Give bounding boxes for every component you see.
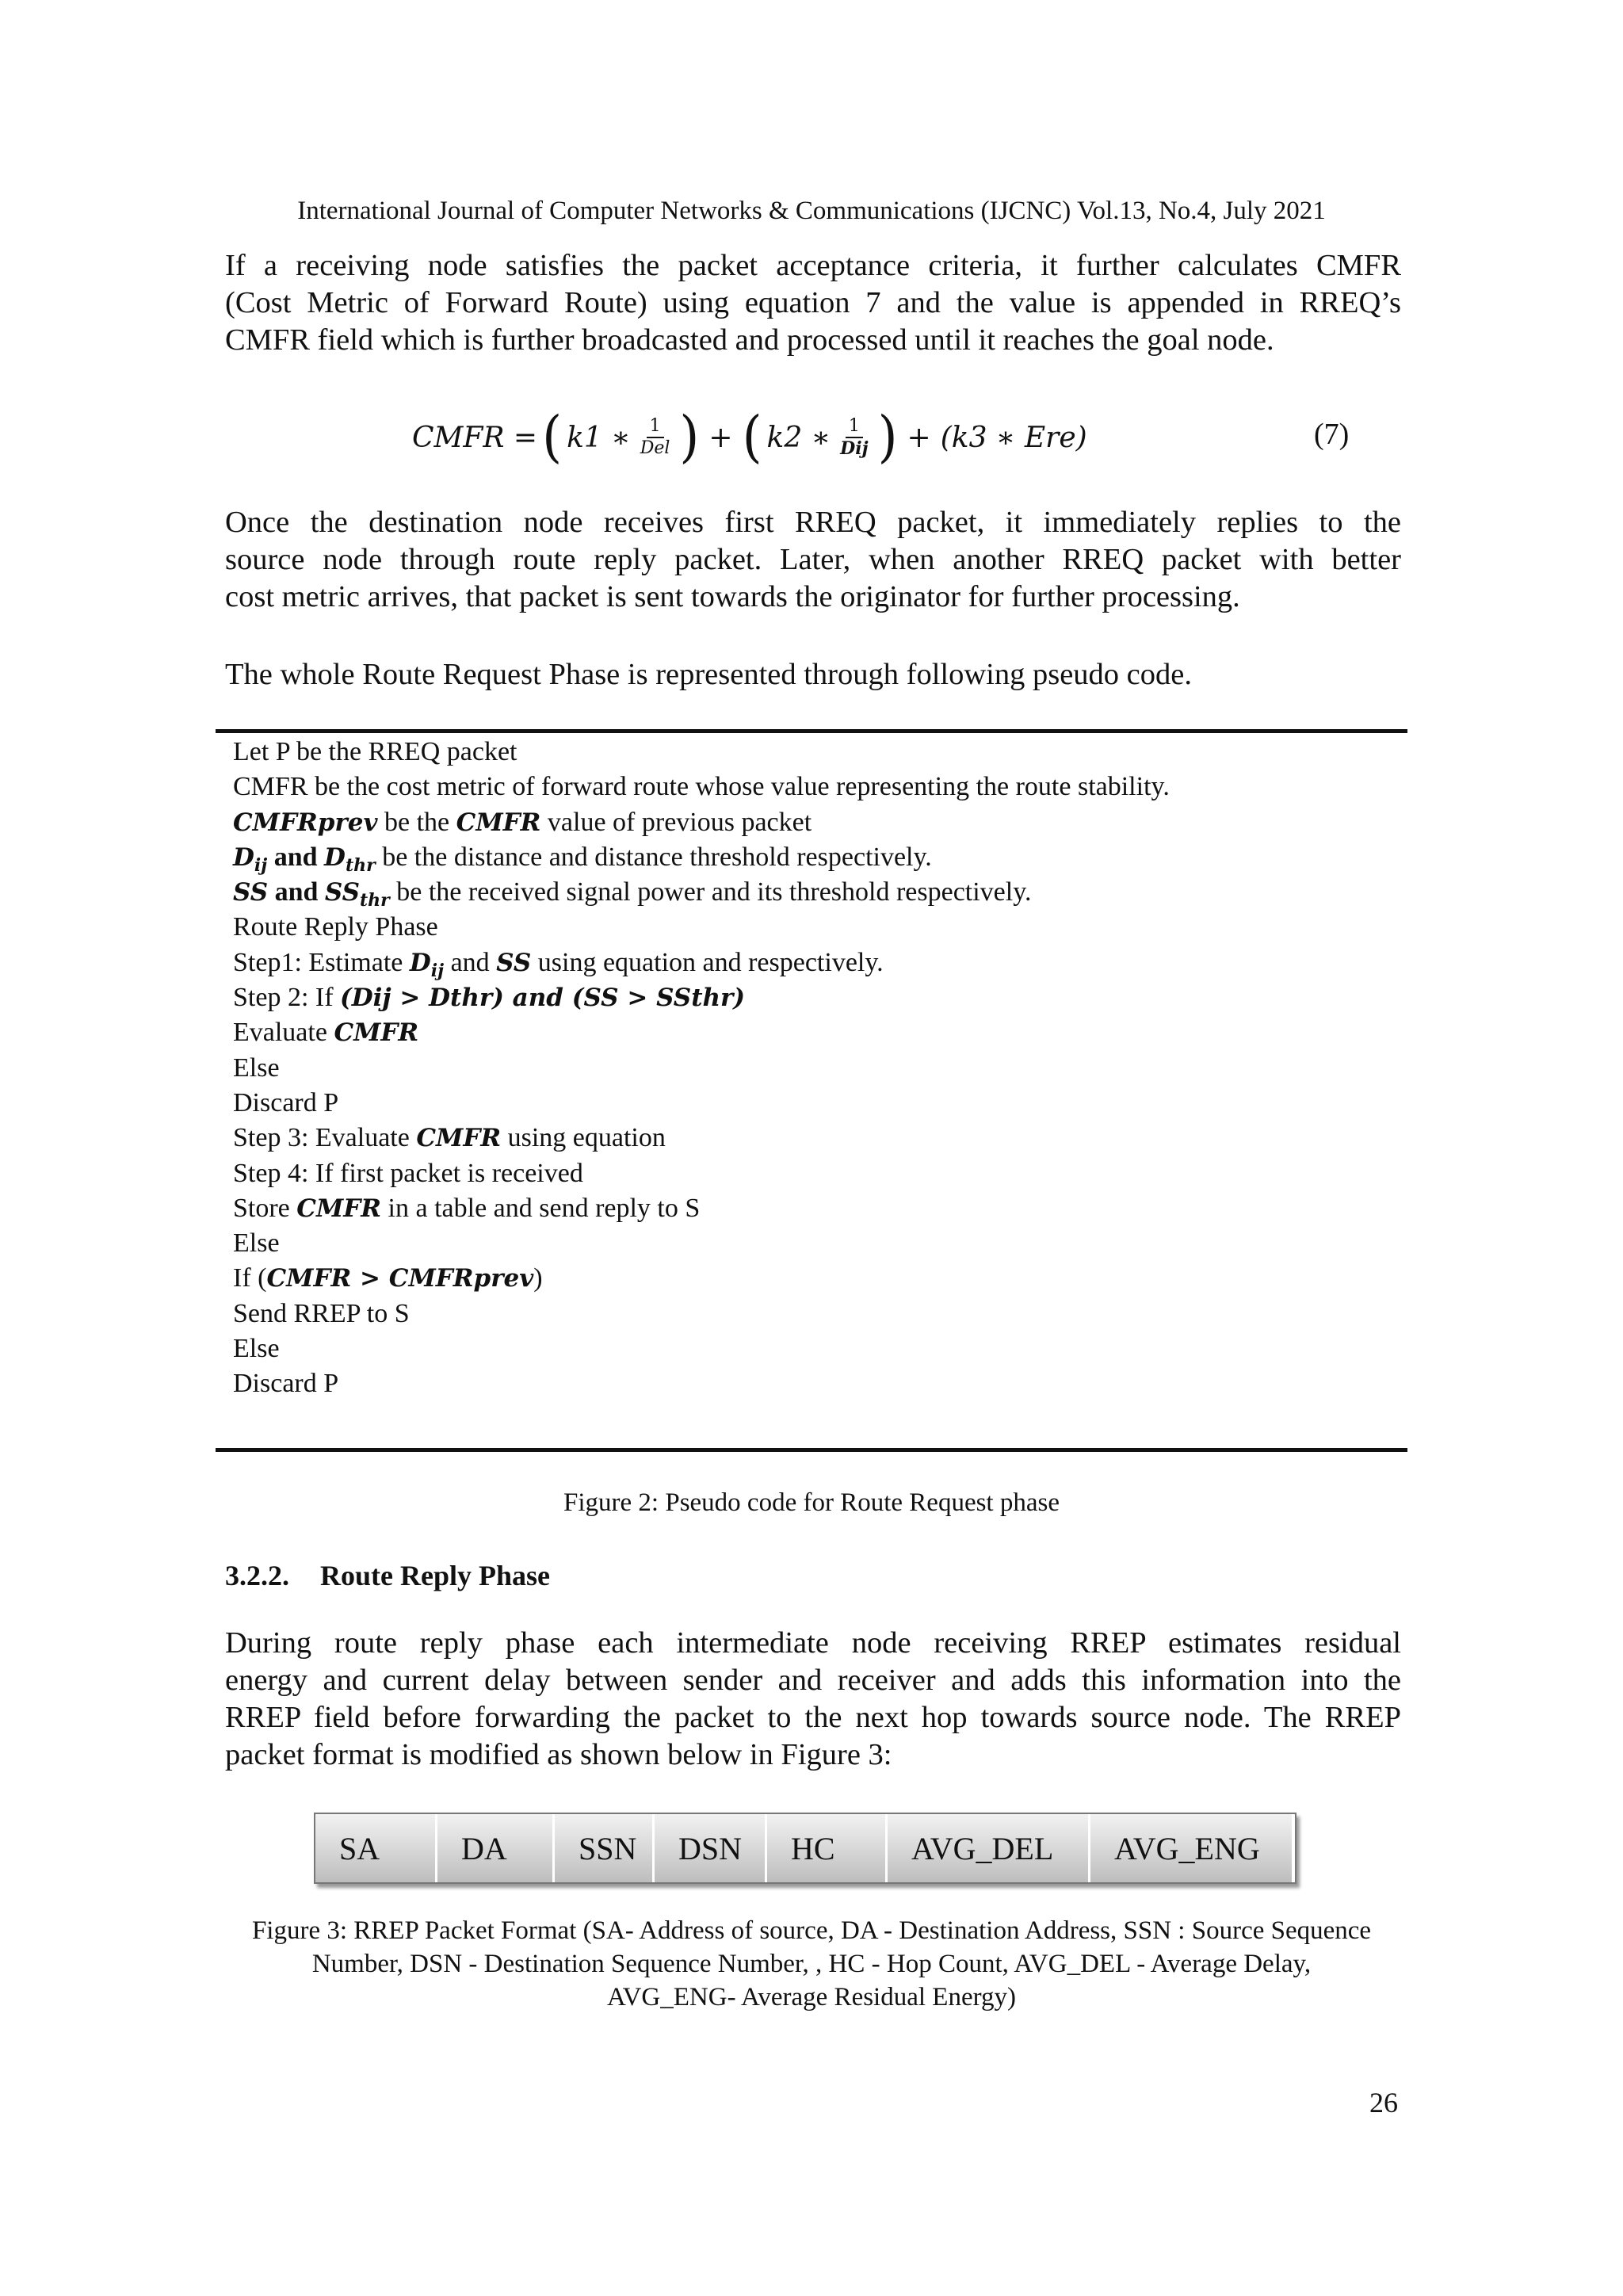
- code-text: Store: [233, 1193, 297, 1223]
- packet-field-avg-eng: AVG_ENG: [1090, 1814, 1292, 1882]
- code-line: Discard P: [233, 1369, 339, 1399]
- code-text: Step 2: If: [233, 983, 341, 1013]
- top-rule: [216, 729, 1407, 733]
- code-text: be the distance and distance threshold respectively.: [375, 842, 932, 872]
- text-line: Once the destination node receives first RREQ packet, it immediately replies to the: [225, 506, 1401, 539]
- text-line: RREP field before forwarding the packet to the next hop towards source node. The RREP: [225, 1701, 1401, 1734]
- symbol: SS: [324, 878, 361, 907]
- condition-expression: (Dij > Dthr) and (SS > SSthr): [340, 984, 746, 1013]
- section-heading: [225, 1559, 550, 1592]
- pseudocode-block: [233, 735, 1382, 1402]
- fraction-dij: [837, 416, 871, 459]
- code-text: be the: [377, 807, 456, 837]
- code-line: [233, 980, 1382, 1015]
- symbol: SS: [496, 948, 532, 977]
- code-line: Step 4: If first packet is received: [233, 1158, 583, 1188]
- code-text: and: [268, 877, 325, 907]
- symbol: D: [324, 842, 346, 872]
- symbol: D: [409, 948, 431, 977]
- packet-field-dsn: DSN: [655, 1814, 767, 1882]
- code-text: Step1: Estimate: [233, 947, 410, 977]
- term1-coeff: k1 ∗: [567, 421, 631, 454]
- figure-2-caption: Figure 2: Pseudo code for Route Request phase: [563, 1488, 1060, 1517]
- text-line: energy and current delay between sender and receiver and adds this information into the: [225, 1664, 1401, 1697]
- plus-sign: +: [907, 421, 931, 454]
- code-line: [233, 805, 1382, 840]
- term3: (k3 ∗ Ere): [940, 421, 1087, 454]
- caption-line: Number, DSN - Destination Sequence Number, , HC - Hop Count, AVG_DEL - Average Delay,: [311, 1950, 1312, 1978]
- journal-header: International Journal of Computer Networks & Communications (IJCNC) Vol.13, No.4, July 2021: [297, 197, 1326, 225]
- section-number: 3.2.2.: [225, 1560, 289, 1591]
- code-line: [233, 1015, 1382, 1050]
- code-text: in a table and send reply to S: [381, 1193, 701, 1223]
- paren-close: ): [679, 405, 700, 470]
- code-line: CMFR be the cost metric of forward route whose value representing the route stability.: [233, 772, 1170, 802]
- code-text: and: [444, 947, 497, 977]
- packet-field-da: DA: [437, 1814, 555, 1882]
- subscript: thr: [360, 890, 390, 911]
- code-text: using equation: [501, 1123, 666, 1153]
- symbol: SS: [233, 878, 269, 907]
- code-line: Let P be the RREQ packet: [233, 737, 517, 766]
- symbol: CMFR: [334, 1018, 419, 1048]
- text-line: packet format is modified as shown below in Figure 3:: [225, 1738, 892, 1771]
- section-title: Route Reply Phase: [320, 1560, 550, 1591]
- caption-line: AVG_ENG- Average Residual Energy): [607, 1983, 1016, 2011]
- paragraph-route-reply: [225, 1625, 1401, 1774]
- equation-lhs: CMFR =: [412, 421, 538, 454]
- paragraph-cmfr-intro: [225, 247, 1401, 359]
- term2-coeff: k2 ∗: [766, 421, 831, 454]
- code-text: Step 3: Evaluate: [233, 1123, 417, 1153]
- packet-field-hc: HC: [767, 1814, 888, 1882]
- symbol: CMFR: [456, 808, 541, 837]
- code-line: [233, 1191, 1382, 1226]
- packet-field-avg-del: AVG_DEL: [888, 1814, 1090, 1882]
- symbol: CMFRprev: [233, 808, 378, 837]
- rrep-packet-format: [314, 1813, 1296, 1884]
- fraction-numerator: 1: [846, 416, 863, 438]
- paragraph-pseudo-intro: [225, 656, 1401, 693]
- paren-open: (: [542, 405, 563, 470]
- subscript: ij: [430, 960, 445, 981]
- fraction-numerator: 1: [647, 416, 664, 438]
- code-text: be the received signal power and its threshold respectively.: [389, 877, 1032, 907]
- equation-7: [412, 398, 1087, 477]
- code-line: [233, 1121, 1382, 1156]
- text-line: CMFR field which is further broadcasted and processed until it reaches the goal node.: [225, 323, 1274, 357]
- text-line: (Cost Metric of Forward Route) using equation 7 and the value is appended in RREQ’s: [225, 286, 1401, 319]
- plus-sign: +: [708, 421, 733, 454]
- code-line: Else: [233, 1334, 280, 1364]
- code-line: Send RREP to S: [233, 1298, 410, 1328]
- code-text: and: [267, 842, 325, 872]
- text-line: If a receiving node satisfies the packet acceptance criteria, it further calculates CMFR: [225, 249, 1401, 282]
- code-text: ): [533, 1263, 543, 1293]
- fraction-del: [637, 416, 674, 459]
- text-line: The whole Route Request Phase is represented through following pseudo code.: [225, 658, 1192, 691]
- subscript: thr: [345, 855, 376, 877]
- equation-number: (7): [1314, 418, 1350, 451]
- code-line: [233, 946, 1382, 980]
- text-line: source node through route reply packet. Later, when another RREQ packet with better: [225, 543, 1401, 576]
- text-line: cost metric arrives, that packet is sent towards the originator for further processing.: [225, 580, 1240, 613]
- code-line: [233, 840, 1382, 875]
- bottom-rule: [216, 1448, 1407, 1452]
- code-line: Else: [233, 1228, 280, 1259]
- paren-open: (: [742, 405, 762, 470]
- text-line: During route reply phase each intermediate node receiving RREP estimates residual: [225, 1626, 1401, 1660]
- condition-expression: CMFR > CMFRprev: [266, 1264, 534, 1293]
- packet-field-sa: SA: [315, 1814, 437, 1882]
- code-line: Else: [233, 1052, 280, 1083]
- code-text: If (: [233, 1263, 267, 1293]
- code-line: [233, 1261, 1382, 1296]
- code-text: Evaluate: [233, 1018, 334, 1048]
- fraction-denominator: Del: [640, 438, 670, 458]
- subscript: ij: [254, 855, 268, 877]
- symbol: CMFR: [416, 1124, 502, 1153]
- symbol: D: [233, 842, 254, 872]
- code-line: Discard P: [233, 1087, 339, 1117]
- symbol: CMFR: [296, 1194, 382, 1223]
- code-line: Route Reply Phase: [233, 912, 438, 942]
- caption-line: Figure 3: RREP Packet Format (SA- Address of source, DA - Destination Address, SSN : Source Sequence: [251, 1916, 1372, 1945]
- code-text: using equation and respectively.: [531, 947, 884, 977]
- code-line: [233, 875, 1382, 910]
- packet-field-ssn: SSN: [555, 1814, 655, 1882]
- code-text: value of previous packet: [540, 807, 812, 837]
- paren-close: ): [877, 405, 898, 470]
- paragraph-destination: [225, 504, 1401, 616]
- figure-3-caption: [0, 1914, 1623, 2014]
- fraction-denominator: Dij: [840, 438, 869, 459]
- page-number: 26: [1369, 2087, 1398, 2118]
